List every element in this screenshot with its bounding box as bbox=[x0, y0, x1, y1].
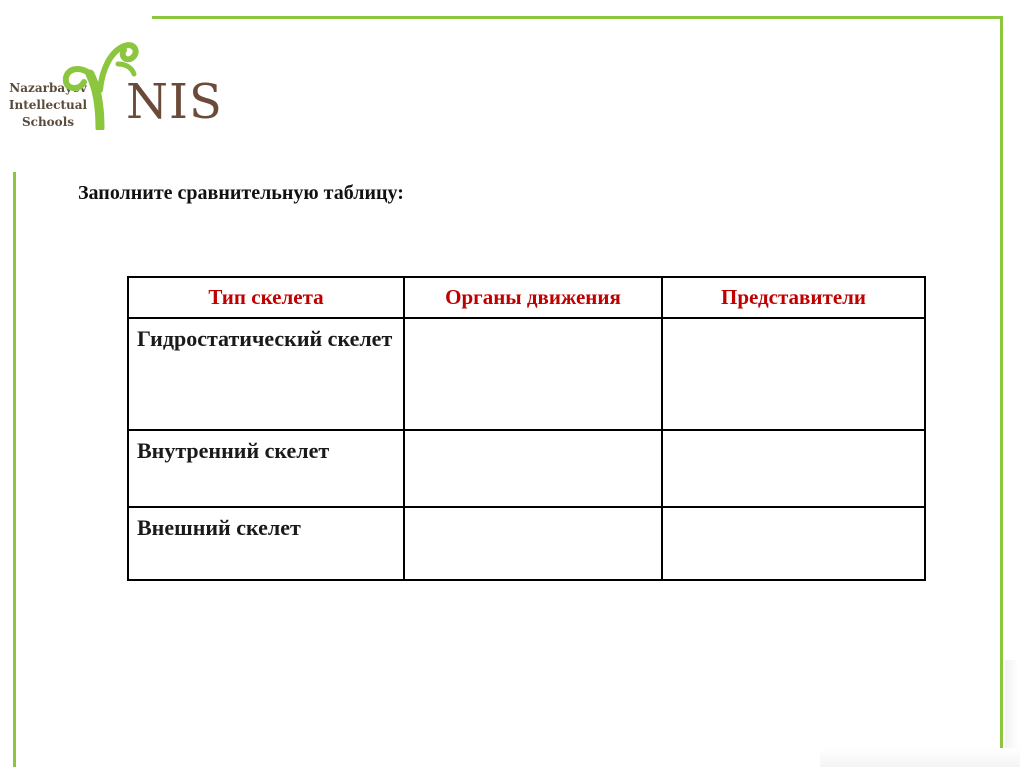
table-row bbox=[128, 507, 925, 580]
organs-cell[interactable] bbox=[404, 507, 662, 580]
organs-cell[interactable] bbox=[404, 430, 662, 507]
organs-cell[interactable] bbox=[404, 318, 662, 430]
table-row bbox=[128, 430, 925, 507]
logo-school-line: Intellectual bbox=[8, 98, 88, 112]
skeleton-type-cell: Внутренний скелет bbox=[128, 430, 404, 507]
nis-logo bbox=[0, 28, 240, 138]
column-header-organs: Органы движения bbox=[404, 277, 662, 318]
representatives-cell[interactable] bbox=[662, 507, 925, 580]
representatives-cell[interactable] bbox=[662, 430, 925, 507]
frame-top-line bbox=[152, 16, 1000, 19]
table-row bbox=[128, 318, 925, 430]
logo-school-line: Nazarbayev bbox=[9, 81, 87, 95]
instruction-text: Заполните сравнительную таблицу: bbox=[78, 182, 404, 204]
frame-left-line bbox=[13, 172, 16, 767]
column-header-skeleton-type: Тип скелета bbox=[128, 277, 404, 318]
logo-school-line: Schools bbox=[21, 115, 75, 129]
table-header-row bbox=[128, 277, 925, 318]
frame-right-line bbox=[1000, 16, 1003, 767]
column-header-representatives: Представители bbox=[662, 277, 925, 318]
representatives-cell[interactable] bbox=[662, 318, 925, 430]
comparison-table bbox=[127, 276, 926, 581]
skeleton-type-cell: Гидростатический скелет bbox=[128, 318, 404, 430]
skeleton-type-cell: Внешний скелет bbox=[128, 507, 404, 580]
page-shadow-bottom bbox=[820, 748, 1020, 767]
comparison-table-wrapper bbox=[127, 276, 926, 581]
logo-wordmark: NIS bbox=[126, 74, 223, 130]
